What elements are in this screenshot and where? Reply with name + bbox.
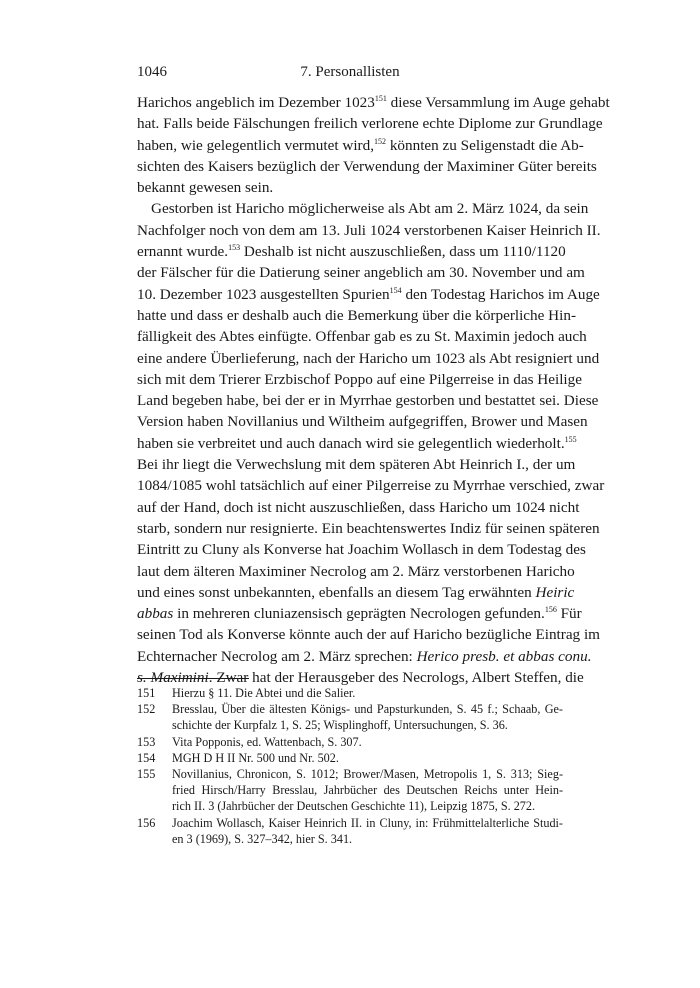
text-line: fälligkeit des Abtes einfügte. Offenbar gab es zu St. Maximin jedoch auch — [137, 328, 587, 346]
footnote-number: 152 — [137, 702, 156, 717]
text-line: Land begeben habe, bei der er in Myrrhae gestorben und bestattet sei. Diese — [137, 392, 599, 410]
text-line: seinen Tod als Konverse könnte auch der auf Haricho bezügliche Eintrag im — [137, 626, 600, 644]
footnote — [137, 766, 563, 815]
text-line: hatte und dass er deshalb auch die Bemerkung über die körperliche Hin- — [137, 306, 577, 324]
text-line: der Fälscher für die Datierung seiner angeblich am 30. November und am — [137, 264, 585, 282]
footnote-line: Hierzu § 11. Die Abtei und die Salier. — [172, 686, 356, 700]
body-text — [137, 92, 610, 688]
footnote-line: en 3 (1969), S. 327–342, hier S. 341. — [172, 831, 353, 846]
text-line: Gestorben ist Haricho möglicherweise als Abt am 2. März 1024, da sein — [151, 200, 589, 218]
footnote-ref[interactable]: 156 — [544, 605, 557, 615]
footnote-line: Novillanius, Chronicon, S. 1012; Brower/Masen, Metropolis 1, S. 313; Sieg- — [172, 767, 563, 782]
footnote — [137, 685, 563, 701]
footnote-number: 154 — [137, 750, 156, 765]
footnote-line: Vita Popponis, ed. Wattenbach, S. 307. — [172, 734, 362, 749]
text-line: haben, wie gelegentlich vermutet wird,$^{152}$ könnten zu Seligenstadt die Ab- — [137, 136, 584, 154]
footnote-number: 155 — [137, 767, 156, 782]
text-line: abbas in mehreren cluniazensisch geprägten Necrologen gefunden.$^{156}$ Für — [137, 605, 582, 623]
text-line: s. Maximini. Zwar hat der Herausgeber des Necrologs, Albert Steffen, die — [137, 669, 584, 687]
text-line: Eintritt zu Cluny als Konverse hat Joachim Wollasch in dem Todestag des — [137, 541, 586, 559]
footnote-line: rich II. 3 (Jahrbücher der Deutschen Geschichte 11), Leipzig 1875, S. 272. — [172, 799, 536, 814]
footnote-line: Bresslau, Über die ältesten Königs- und Papsturkunden, S. 45 f.; Schaab, Ge- — [172, 702, 563, 717]
text-line: sich mit dem Trierer Erzbischof Poppo auf eine Pilgerreise in das Heilige — [137, 370, 582, 388]
text-line: 10. Dezember 1023 ausgestellten Spurien$^{154}$ den Todestag Harichos im Auge — [137, 285, 600, 303]
footnote-ref[interactable]: 152 — [374, 136, 387, 146]
page-number: 1046 — [137, 64, 167, 80]
footnote-number: 153 — [137, 734, 156, 749]
footnote-line: MGH D H II Nr. 500 und Nr. 502. — [172, 750, 339, 765]
text-line: ernannt wurde.$^{153}$ Deshalb ist nicht auszuschließen, dass um 1110/1120 — [137, 243, 566, 261]
footnote — [137, 734, 563, 750]
footnote-ref[interactable]: 151 — [374, 94, 387, 103]
footnote-ref[interactable]: 154 — [389, 285, 402, 295]
text-line: auf der Hand, doch ist nicht auszuschließen, dass Haricho um 1024 nicht — [137, 498, 580, 516]
footnote-line: Joachim Wollasch, Kaiser Heinrich II. in Cluny, in: Frühmittelalterliche Studi- — [172, 815, 563, 830]
running-head — [137, 64, 563, 84]
footnotes — [137, 685, 563, 847]
text-line: Bei ihr liegt die Verwechslung mit dem späteren Abt Heinrich I., der um — [137, 456, 576, 474]
text-line: Harichos angeblich im Dezember 1023$^{151}$ diese Versammlung im Auge gehabt — [137, 94, 610, 111]
footnote-number: 156 — [137, 815, 156, 830]
text-line: starb, sondern nur resignierte. Ein beachtenswertes Indiz für seinen späteren — [137, 519, 600, 537]
footnote-number: 151 — [137, 686, 156, 700]
running-title: 7. Personallisten — [300, 64, 400, 80]
footnote — [137, 750, 563, 766]
footnote-line: schichte der Kurpfalz 1, S. 25; Wisplinghoff, Untersuchungen, S. 36. — [172, 718, 508, 733]
text-line: eine andere Überlieferung, nach der Haricho um 1023 als Abt resigniert und — [137, 349, 600, 367]
text-line: Echternacher Necrolog am 2. März sprechen: Herico presb. et abbas conu. — [137, 647, 592, 665]
text-line: Nachfolger noch von dem am 13. Juli 1024 verstorbenen Kaiser Heinrich II. — [137, 221, 601, 239]
text-line: bekannt gewesen sein. — [137, 179, 274, 197]
text-line: haben sie verbreitet und auch danach wird sie gelegentlich wiederholt.$^{155}$ — [137, 434, 577, 452]
text-line: 1084/1085 wohl tatsächlich auf einer Pilgerreise zu Myrrhae verschied, zwar — [137, 477, 605, 495]
text-line: hat. Falls beide Fälschungen freilich verlorene echte Diplome zur Grundlage — [137, 115, 603, 133]
footnote-ref[interactable]: 153 — [228, 243, 241, 253]
footnote — [137, 815, 563, 847]
text-line: sichten des Kaisers bezüglich der Verwendung der Maximiner Güter bereits — [137, 157, 597, 175]
text-line: Version haben Novillanius und Wiltheim aufgegriffen, Brower und Masen — [137, 413, 588, 431]
footnote — [137, 701, 563, 733]
footnote-line: fried Hirsch/Harry Bresslau, Jahrbücher des Deutschen Reichs unter Hein- — [172, 783, 563, 798]
text-line: und eines sonst unbekannten, ebenfalls an diesem Tag erwähnten Heiric — [137, 583, 575, 601]
footnote-separator — [137, 678, 249, 679]
footnote-ref[interactable]: 155 — [564, 434, 577, 444]
text-line: laut dem älteren Maximiner Necrolog am 2. März verstorbenen Haricho — [137, 562, 575, 580]
